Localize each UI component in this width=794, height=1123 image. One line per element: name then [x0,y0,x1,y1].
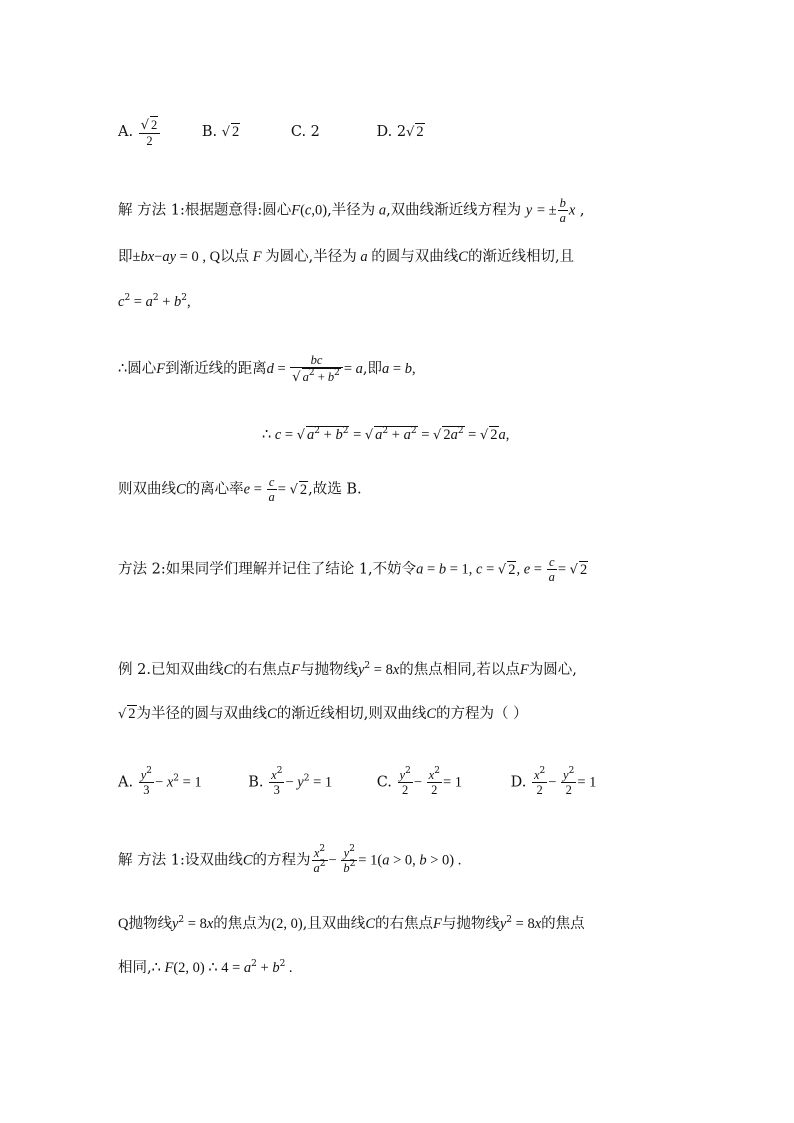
method1-line4: ∴圆心F到渐近线的距离d = $\frac{bc}{√ a^2 + b^2}$ = a,即a = b, [118,353,416,385]
method1-line5: ∴ c = √ $a^2 + b^2$ = √ $a^2 + a^2$ = √ $2a^2$ = √ 2a, [262,426,510,443]
method1-line2: 即±bx−ay = 0 , Q以点 F 为圆心,半径为 a 的圆与双曲线C的渐近线相切,且 [118,249,575,265]
example2-line2: √ 2为半径的圆与双曲线C的渐近线相切,则双曲线C的方程为（ ） [118,706,528,722]
method1-line6: 则双曲线C的离心率e = $\frac{c}{a}$ = √ 2,故选 B. [118,475,362,504]
option-d: D. $\frac{x^2}{2}$ − $\frac{y^2}{2}$ = 1 [510,766,597,797]
example2-options [118,768,596,797]
method2-line: 方法 2:如果同学们理解并记住了结论 1,不妨令a = b = 1, c = √ 2, e = $\frac{c}{a}$ = √ 2 [118,555,588,584]
option-d: D. 2√ 2 [376,124,424,140]
example1-options [118,116,425,148]
example2-line1: 例 2.已知双曲线C的右焦点F与抛物线$y^2 = 8x$的焦点相同,若以点F为圆心, [118,661,577,678]
solution2-line2: Q抛物线$y^2 = 8x$的焦点为(2, 0),且双曲线C的右焦点F与抛物线$y^2 = 8x$的焦点 [118,915,585,932]
option-b: B. $\frac{x^2}{3}$ − $y^2 = 1$ [248,766,333,797]
method1-line3: $c^2 = a^2 + b^2$, [118,293,191,310]
option-c: C. $\frac{y^2}{2}$ − $\frac{x^2}{2}$ = 1 [376,766,462,797]
option-b: B. √ 2 [201,124,240,140]
solution2-line1: 解 方法 1:设双曲线C的方程为 $\frac{x^2}{a^2}$ − $\frac{y^2}{b^2}$ = 1(a > 0, b > 0) . [118,844,462,875]
solution2-line3: 相同,∴ F(2, 0) ∴ $4 = a^2 + b^2$ . [118,959,293,976]
option-c: C. 2 [290,124,320,140]
method1-line1: 解 方法 1:根据题意得:圆心F(c,0),半径为 a,双曲线渐近线方程为 y = ± $\frac{b}{a}$ x , [118,196,585,225]
option-a: A. $\frac{y^2}{3}$ − $x^2 = 1$ [118,766,202,797]
option-a: A. $\frac{√ 2}{2}$ [118,116,161,148]
